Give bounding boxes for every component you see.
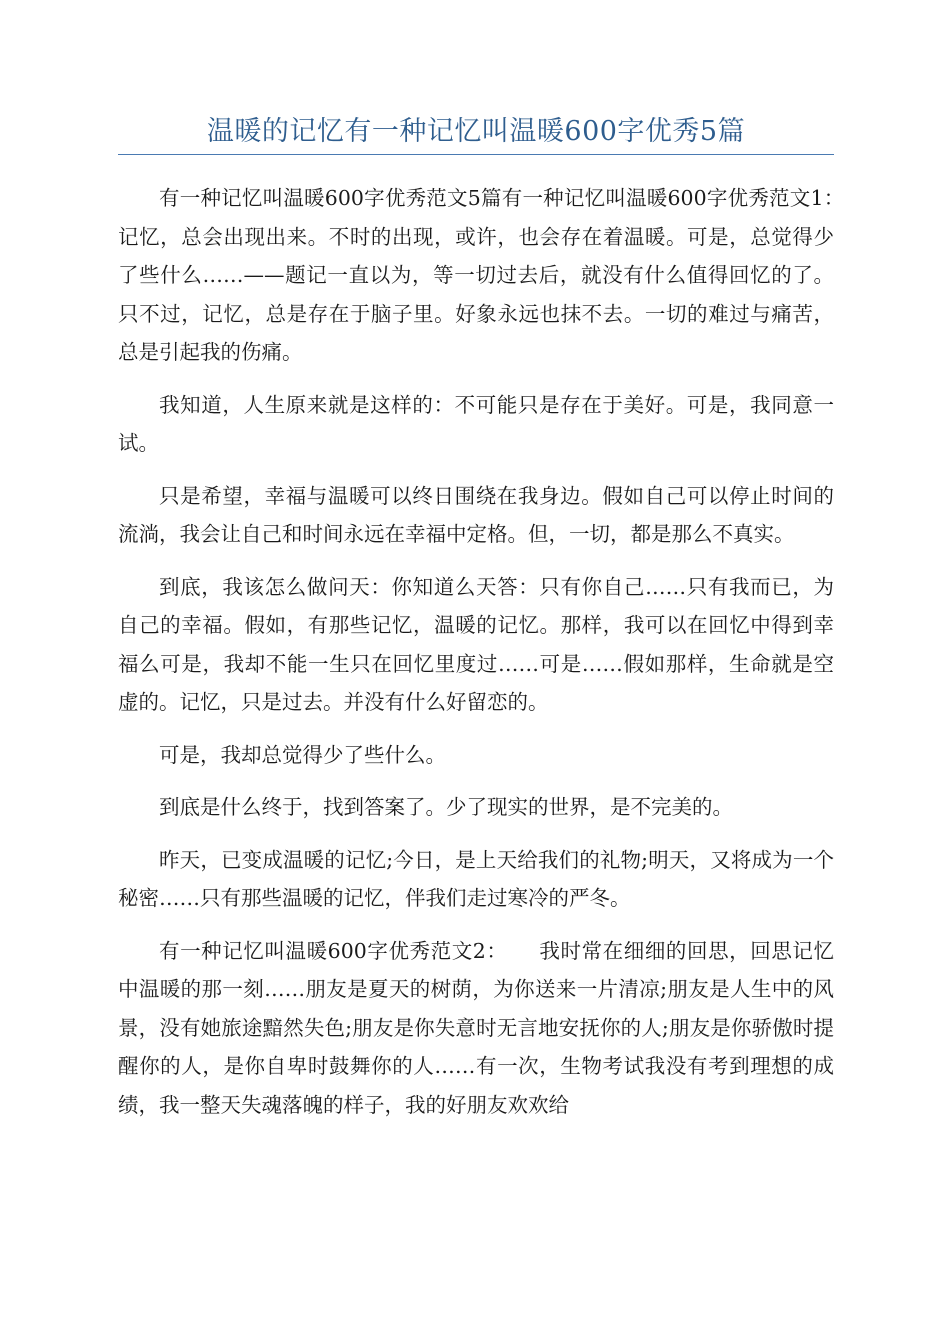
title-underline bbox=[118, 154, 834, 155]
paragraph-1: 有一种记忆叫温暖600字优秀范文5篇有一种记忆叫温暖600字优秀范文1： 记忆，总会出现出来。不时的出现，或许，也会存在着温暖。可是，总觉得少了些什么……——题记一直以为，等一切过去后，就没有什么值得回忆的了。只不过，记忆，总是存在于脑子里。好象永远也抹不去。一切的难过与痛苦，总是引起我的伤痛。 bbox=[118, 186, 875, 364]
paragraph-2: 我知道，人生原来就是这样的：不可能只是存在于美好。可是，我同意一试。 bbox=[118, 392, 834, 455]
document-body bbox=[118, 179, 875, 1124]
paragraph-8: 有一种记忆叫温暖600字优秀范文2： 我时常在细细的回思，回思记忆中温暖的那一刻……朋友是夏天的树荫，为你送来一片清凉;朋友是人生中的风景，没有她旅途黯然失色;朋友是你失意时无言地安抚你的人;朋友是你骄傲时提醒你的人，是你自卑时鼓舞你的人……有一次，生物考试我没有考到理想的成绩，我一整天失魂落魄的样子，我的好朋友欢欢给 bbox=[118, 938, 834, 1117]
paragraph-5: 可是，我却总觉得少了些什么。 bbox=[159, 742, 446, 767]
document-title: 温暖的记忆有一种记忆叫温暖600字优秀5篇 bbox=[206, 116, 746, 147]
paragraph-7: 昨天，已变成温暖的记忆;今日，是上天给我们的礼物;明天，又将成为一个秘密……只有那些温暖的记忆，伴我们走过寒冷的严冬。 bbox=[118, 847, 834, 910]
paragraph-3: 只是希望，幸福与温暖可以终日围绕在我身边。假如自己可以停止时间的流淌，我会让自己和时间永远在幸福中定格。但，一切，都是那么不真实。 bbox=[118, 483, 834, 546]
paragraph-6: 到底是什么终于，找到答案了。少了现实的世界，是不完美的。 bbox=[159, 795, 733, 819]
document-page bbox=[118, 110, 875, 1138]
paragraph-4: 到底，我该怎么做问天：你知道么天答：只有你自己……只有我而已，为自己的幸福。假如，有那些记忆，温暖的记忆。那样，我可以在回忆中得到幸福么可是，我却不能一生只在回忆里度过……可是……假如那样，生命就是空虚的。记忆，只是过去。并没有什么好留恋的。 bbox=[118, 574, 834, 714]
